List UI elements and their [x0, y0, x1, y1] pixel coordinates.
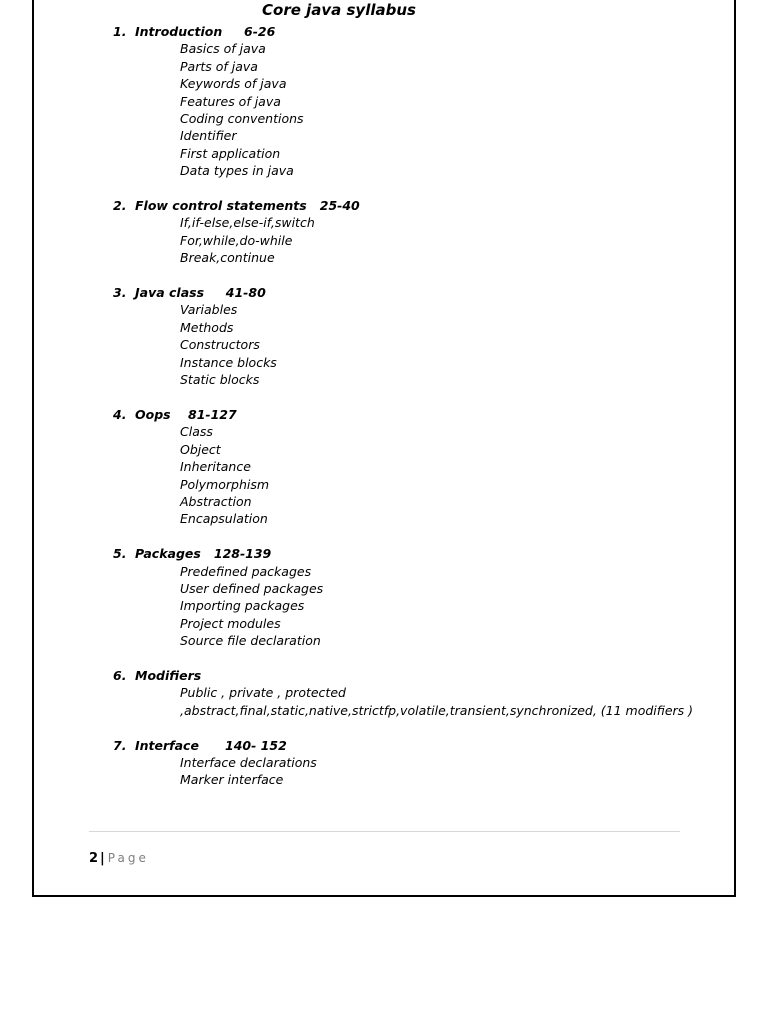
topic-item: Identifier — [180, 128, 237, 144]
topic-item: Keywords of java — [180, 76, 287, 92]
section-title: Java class 41-80 — [135, 285, 266, 301]
section-heading — [113, 667, 713, 684]
topic-item: Class — [180, 424, 213, 440]
syllabus-section — [113, 737, 713, 789]
topic-item: First application — [180, 145, 281, 161]
page-footer — [89, 851, 149, 866]
section-number: 2. — [113, 198, 127, 214]
topic-item: Static blocks — [180, 372, 260, 388]
topic-item: Inheritance — [180, 459, 251, 475]
topic-item: Predefined packages — [180, 563, 312, 579]
section-heading — [113, 545, 713, 562]
syllabus-section — [113, 197, 713, 267]
section-number: 3. — [113, 285, 127, 301]
section-heading — [113, 23, 713, 40]
page-label: Page — [107, 851, 149, 865]
topic-item: Instance blocks — [180, 354, 277, 370]
topic-item: Polymorphism — [180, 476, 270, 492]
syllabus-section — [113, 284, 713, 388]
syllabus-section — [113, 406, 713, 528]
topic-item: Interface declarations — [180, 754, 317, 770]
section-title: Oops 81-127 — [135, 406, 237, 422]
topic-item: Importing packages — [180, 598, 305, 614]
syllabus-section — [113, 545, 713, 649]
section-number: 1. — [113, 24, 127, 39]
section-title: Interface 140- 152 — [135, 737, 287, 753]
section-number: 4. — [113, 406, 127, 422]
topic-item: Marker interface — [180, 772, 284, 788]
section-heading — [113, 406, 713, 423]
section-number: 7. — [113, 737, 127, 753]
topic-item: Source file declaration — [180, 633, 321, 649]
topic-item: Object — [180, 441, 221, 457]
topic-item: Constructors — [180, 337, 260, 353]
section-title: Packages 128-139 — [135, 546, 272, 562]
page-number: 2 — [89, 851, 99, 866]
section-number: 6. — [113, 667, 127, 683]
topic-item: Basics of java — [180, 41, 266, 57]
section-title: Flow control statements 25-40 — [135, 198, 360, 214]
topic-item: Features of java — [180, 93, 281, 109]
page-separator: | — [100, 851, 105, 866]
section-title: Modifiers — [135, 667, 202, 683]
topic-item: Variables — [180, 302, 238, 318]
topic-item: User defined packages — [180, 580, 324, 596]
section-number: 5. — [113, 546, 127, 562]
topic-item: Data types in java — [180, 163, 294, 179]
topic-item: Parts of java — [180, 58, 258, 74]
section-title: Introduction 6-26 — [135, 24, 276, 39]
topic-item: Methods — [180, 319, 234, 335]
section-heading — [113, 197, 713, 214]
syllabus-section — [113, 23, 713, 180]
syllabus-list — [113, 23, 713, 806]
section-heading — [113, 284, 713, 301]
footer-divider — [89, 831, 680, 832]
syllabus-section — [113, 667, 713, 719]
topic-item: Abstraction — [180, 493, 252, 509]
topic-item: Public , private , protected — [180, 685, 346, 701]
topic-item: ,abstract,final,static,native,strictfp,volatile,transient,synchronized, (11 modifiers ) — [180, 702, 694, 718]
topic-item: Encapsulation — [180, 511, 268, 527]
topic-item: For,while,do-while — [180, 232, 293, 248]
section-heading — [113, 737, 713, 754]
topic-item: Project modules — [180, 615, 281, 631]
topic-item: Break,continue — [180, 250, 275, 266]
title-text: Core java syllabus — [262, 1, 416, 19]
topic-item: If,if-else,else-if,switch — [180, 215, 315, 231]
topic-item: Coding conventions — [180, 111, 304, 127]
page-title — [34, 1, 734, 19]
